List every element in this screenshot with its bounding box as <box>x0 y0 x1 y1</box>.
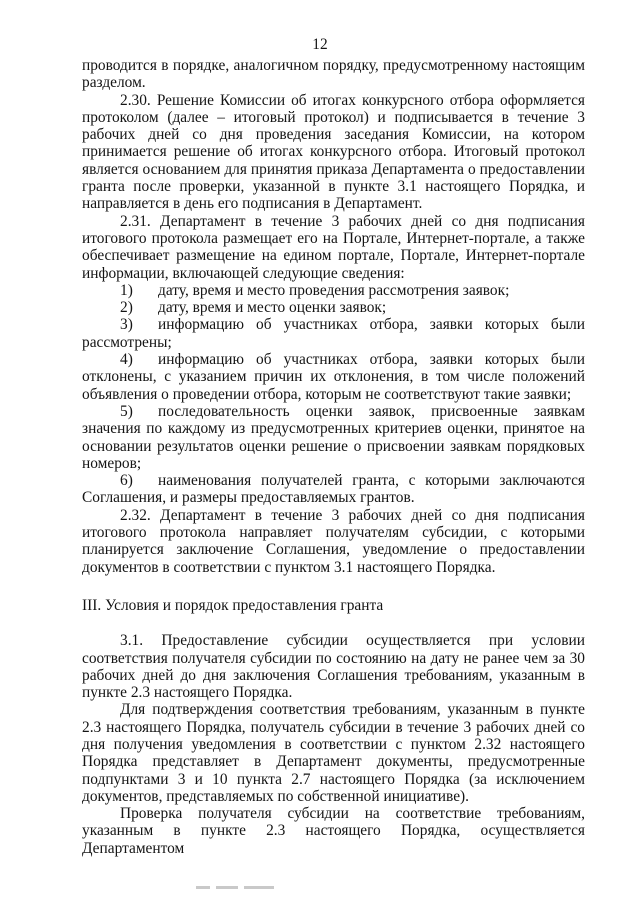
list-item-number: 6) <box>120 472 133 490</box>
list-item-text: последовательность оценки заявок, присвоенные заявкам значения по каждому из предусмотренных критериев оценки, принятое на основании результатов оценки решение о присвоении заявкам порядковых номеров; <box>82 402 585 472</box>
list-item-text: информацию об участниках отбора, заявки которых были отклонены, с указанием причин их отклонения, в том числе положений объявления о проведении отбора, которым не соответствуют такие заявки; <box>82 351 585 403</box>
paragraph-2-30: 2.30. Решение Комиссии об итогах конкурсного отбора оформляется протоколом (далее – итоговый протокол) и подписывается в течение 3 рабочих дней со дня проведения заседания Комиссии, на котором принимается решение об итогах конкурсного отбора. Итоговый протокол является основанием для принятия приказа Департамента о предоставлении гранта после проверки, указанной в пункте 3.1 настоящего Порядка, и направляется в день его подписания в Департамент. <box>82 91 585 213</box>
list-item <box>82 472 585 507</box>
paragraph-2-32: 2.32. Департамент в течение 3 рабочих дней со дня подписания итогового протокола направляет получателям субсидии, с которыми планируется заключение Соглашения, уведомление о предоставлении документов в соответствии с пунктом 3.1 настоящего Порядка. <box>82 506 585 576</box>
list-item-text: дату, время и место проведения рассмотрения заявок; <box>158 281 510 299</box>
list-item <box>82 299 585 316</box>
list-item <box>82 403 585 472</box>
paragraph-confirmation: Для подтверждения соответствия требованиям, указанным в пункте 2.3 настоящего Порядка, получатель субсидии в течение 3 рабочих дней со дня получения уведомления в соответствии с пунктом 2.32 настоящего Порядка представляет в Департамент документы, предусмотренные подпунктами 3 и 10 пункта 2.7 настоящего Порядка (за исключением документов, представляемых по собственной инициативе). <box>82 701 585 805</box>
paragraph-2-31: 2.31. Департамент в течение 3 рабочих дней со дня подписания итогового протокола размещает его на Портале, Интернет-портале, а также обеспечивает размещение на едином портале, Портале, Интернет-портале информации, включающей следующие сведения: <box>82 212 585 282</box>
list-item-number: 4) <box>120 351 133 369</box>
scan-artifact <box>196 886 316 892</box>
paragraph-verification: Проверка получателя субсидии на соответствие требованиям, указанным в пункте 2.3 настоящего Порядка, осуществляется Департаментом <box>82 805 585 857</box>
list-item-text: дату, время и место оценки заявок; <box>158 299 387 317</box>
list-item-number: 5) <box>120 402 133 420</box>
paragraph-3-1: 3.1. Предоставление субсидии осуществляется при условии соответствия получателя субсидии по состоянию на дату не ранее чем за 30 рабочих дней до дня заключения Соглашения требованиям, указанным в пункте 2.3 настоящего Порядка. <box>82 632 585 702</box>
list-item-number: 1) <box>120 281 133 299</box>
list-item-text: наименования получателей гранта, с которыми заключаются Соглашения, и размеры предоставляемых грантов. <box>82 472 585 507</box>
page-number: 12 <box>312 36 328 53</box>
list-item <box>82 316 585 351</box>
list-item-text: информацию об участниках отбора, заявки которых были рассмотрены; <box>82 316 585 351</box>
document-body <box>82 57 585 857</box>
list-item <box>82 351 585 403</box>
list-item-number: 2) <box>120 299 133 317</box>
section-title: III. Условия и порядок предоставления гранта <box>82 596 384 614</box>
list-item <box>82 282 585 299</box>
paragraph-continuation: проводится в порядке, аналогичном порядку, предусмотренному настоящим разделом. <box>82 57 585 92</box>
list-item-number: 3) <box>120 316 133 334</box>
